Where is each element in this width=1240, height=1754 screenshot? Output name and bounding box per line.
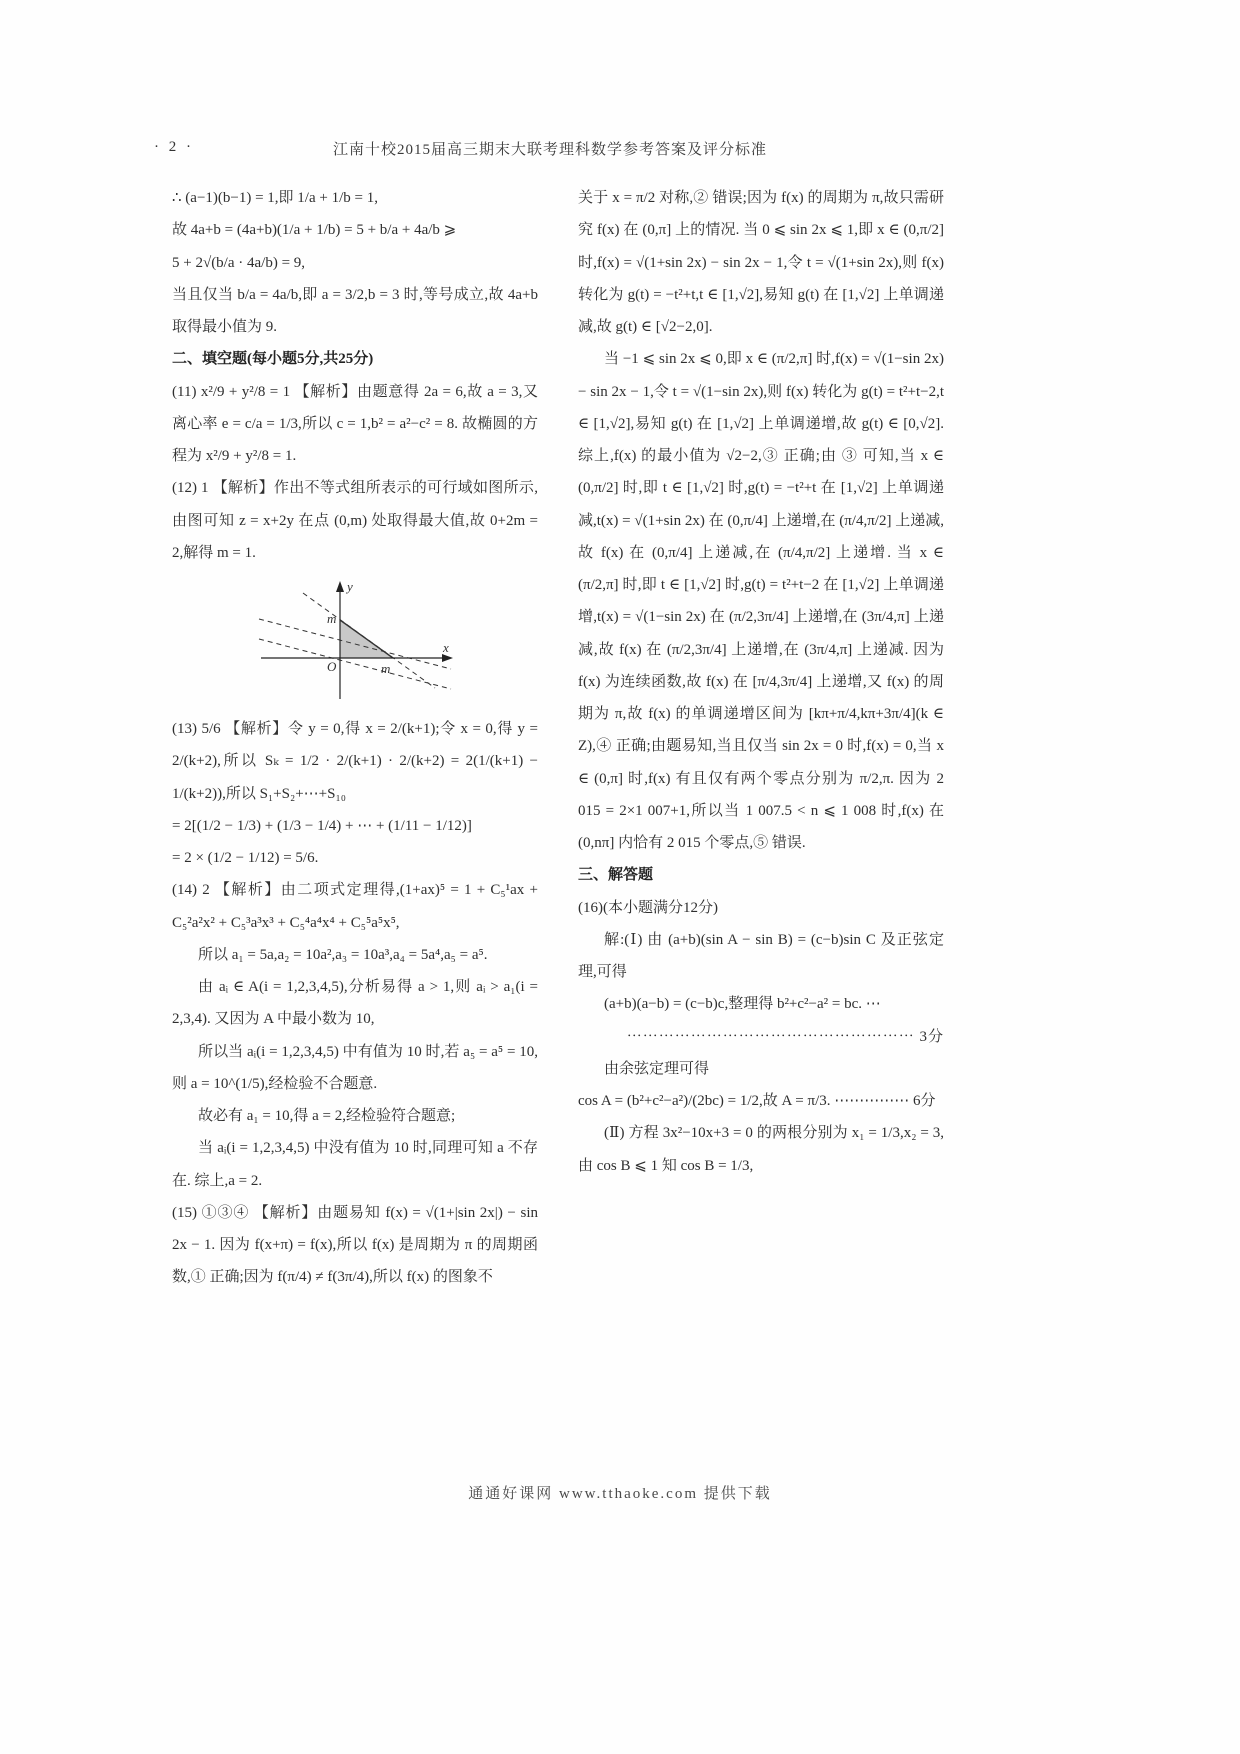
answer-item-15: (15) ①③④ 【解析】由题易知 f(x) = √(1+|sin 2x|) − sin 2x − 1. 因为 f(x+π) = f(x),所以 f(x) 是周期为 π 的周期函数,① 正确;因为 f(π/4) ≠ f(3π/4),所以 f(x) 的图象不 <box>172 1204 538 1286</box>
x-axis-label: x <box>443 640 449 655</box>
answer-item-15-continued: 关于 x = π/2 对称,② 错误;因为 f(x) 的周期为 π,故只需研究 f(x) 在 (0,π] 上的情况. 当 0 ⩽ sin 2x ⩽ 1,即 x ∈ (0,π/2] 时,f(x) = √(1+sin 2x) − sin 2x − 1,令 t = √(1+sin 2x),则 f(x) 转化为 g(t) = −t²+t,t ∈ [1,√2],易知 g(t) 在 [1,√2] 上单调递减,故 g(t) ∈ [√2−2,0]. <box>578 190 944 335</box>
question-16-heading: (16)(本小题满分12分) <box>578 899 718 916</box>
right-column <box>578 182 944 1294</box>
page-header <box>150 138 950 164</box>
objective-line <box>259 619 451 669</box>
solution-16-part1: 解:(Ⅰ) 由 (a+b)(sin A − sin B) = (c−b)sin C 及正弦定理,可得 <box>578 931 944 980</box>
document-title: 江南十校2015届高三期末大联考理科数学参考答案及评分标准 <box>332 142 767 158</box>
feasible-region-figure <box>245 575 465 707</box>
answer-item-14: (14) 2 【解析】由二项式定理得,(1+ax)⁵ = 1 + C₅¹ax + C₅²a²x² + C₅³a³x³ + C₅⁴a⁴x⁴ + C₅⁵a⁵x⁵, <box>172 882 538 931</box>
solution-16-cosine-intro: 由余弦定理可得 <box>604 1060 710 1077</box>
m-intercept-label: m <box>327 611 337 626</box>
content-columns <box>172 182 944 1294</box>
left-column <box>172 182 538 1294</box>
solution-line: 当且仅当 b/a = 4a/b,即 a = 3/2,b = 3 时,等号成立,故 4a+b 取得最小值为 9. <box>172 286 538 335</box>
score-mark-3: ⋯⋯⋯⋯⋯⋯⋯⋯⋯⋯⋯⋯⋯⋯⋯⋯⋯⋯ 3分 <box>626 1028 944 1045</box>
feasible-region-plot <box>245 575 465 707</box>
solution-line: ∴ (a−1)(b−1) = 1,即 1/a + 1/b = 1, <box>172 190 378 206</box>
answer-item-14-line: 当 aᵢ(i = 1,2,3,4,5) 中没有值为 10 时,同理可知 a 不存在. 综上,a = 2. <box>172 1140 538 1189</box>
page-number: · 2 · <box>154 139 194 155</box>
y-axis-arrow-icon <box>336 581 344 592</box>
answer-item-14-line: 所以 a₁ = 5a,a₂ = 10a²,a₃ = 10a³,a₄ = 5a⁴,a₅ = a⁵. <box>198 946 488 963</box>
answer-item-11: (11) x²/9 + y²/8 = 1 【解析】由题意得 2a = 6,故 a = 3,又离心率 e = c/a = 1/3,所以 c = 1,b² = a²−c² = 8. 故椭圆的方程为 x²/9 + y²/8 = 1. <box>172 383 538 464</box>
answer-item-12: (12) 1 【解析】作出不等式组所表示的可行域如图所示,由图可知 z = x+2y 在点 (0,m) 处取得最大值,故 0+2m = 2,解得 m = 1. <box>172 480 538 561</box>
solution-line: 故 4a+b = (4a+b)(1/a + 1/b) = 5 + b/a + 4a/b ⩾ <box>172 222 457 239</box>
solution-16-cosine-equation: cos A = (b²+c²−a²)/(2bc) = 1/2,故 A = π/3. ⋯⋯⋯⋯⋯ 6分 <box>578 1093 936 1109</box>
section-heading-fill-blanks: 二、填空题(每小题5分,共25分) <box>172 351 374 368</box>
x-axis-arrow-icon <box>442 654 453 662</box>
answer-item-13: (13) 5/6 【解析】令 y = 0,得 x = 2/(k+1);令 x = 0,得 y = 2/(k+2),所以 Sₖ = 1/2 · 2/(k+1) · 2/(k+2) = 2(1/(k+1) − 1/(k+2)),所以 S₁+S₂+⋯+S₁₀ <box>172 721 538 802</box>
answer-item-13-line: = 2[(1/2 − 1/3) + (1/3 − 1/4) + ⋯ + (1/11 − 1/12)] <box>172 817 472 834</box>
answer-item-13-line: = 2 × (1/2 − 1/12) = 5/6. <box>172 850 319 866</box>
y-axis-label: y <box>347 579 353 594</box>
section-heading-solutions: 三、解答题 <box>578 867 654 884</box>
answer-item-15-continued: 当 −1 ⩽ sin 2x ⩽ 0,即 x ∈ (π/2,π] 时,f(x) = √(1−sin 2x) − sin 2x − 1,令 t = √(1−sin 2x),则 f(x) 转化为 g(t) = t²+t−2,t ∈ [1,√2],易知 g(t) 在 [1,√2] 上单调递增,故 g(t) ∈ [0,√2]. 综上,f(x) 的最小值为 √2−2,③ 正确;由 ③ 可知,当 x ∈ (0,π/2] 时,即 t ∈ [1,√2] 时,g(t) = −t²+t 在 [1,√2] 上单调递减,t(x) = √(1+sin 2x) 在 (0,π/4] 上递增,在 (π/4,π/2] 上递减,故 f(x) 在 (0,π/4] 上递减,在 (π/4,π/2] 上递增. 当 x ∈ (π/2,π] 时,即 t ∈ [1,√2] 时,g(t) = t²+t−2 在 [1,√2] 上单调递增,t(x) = √(1−sin 2x) 在 (π/2,3π/4] 上递增,在 (3π/4,π] 上递减,故 f(x) 在 (π/2,3π/4] 上递增,在 (3π/4,π] 上递减. 因为 f(x) 为连续函数,故 f(x) 在 [π/4,3π/4] 上递增,又 f(x) 的周期为 π,故 f(x) 的单调递增区间为 [kπ+π/4,kπ+3π/4](k ∈ Z),④ 正确;由题易知,当且仅当 sin 2x = 0 时,f(x) = 0,当 x ∈ (0,π] 时,f(x) 有且仅有两个零点分别为 π/2,π. 因为 2 015 = 2×1 007+1,所以当 1 007.5 < n ⩽ 1 008 时,f(x) 在 (0,nπ] 内恰有 2 015 个零点,⑤ 错误. <box>578 351 944 851</box>
answer-item-14-line: 所以当 aᵢ(i = 1,2,3,4,5) 中有值为 10 时,若 a₅ = a⁵ = 10,则 a = 10^(1/5),经检验不合题意. <box>172 1043 538 1092</box>
m-point-label: m <box>381 661 391 676</box>
footer-watermark: 通通好课网 www.tthaoke.com 提供下载 <box>468 1486 772 1502</box>
answer-item-14-line: 故必有 a₁ = 10,得 a = 2,经检验符合题意; <box>198 1108 456 1124</box>
solution-line: 5 + 2√(b/a · 4a/b) = 9, <box>172 254 306 271</box>
solution-16-equation: (a+b)(a−b) = (c−b)c,整理得 b²+c²−a² = bc. ⋯ <box>604 996 881 1013</box>
answer-item-14-line: 由 aᵢ ∈ A(i = 1,2,3,4,5),分析易得 a > 1,则 aᵢ > a₁(i = 2,3,4). 又因为 A 中最小数为 10, <box>172 979 538 1028</box>
origin-label: O <box>327 659 337 674</box>
solution-16-part2: (Ⅱ) 方程 3x²−10x+3 = 0 的两根分别为 x₁ = 1/3,x₂ = 3,由 cos B ⩽ 1 知 cos B = 1/3, <box>578 1125 944 1174</box>
